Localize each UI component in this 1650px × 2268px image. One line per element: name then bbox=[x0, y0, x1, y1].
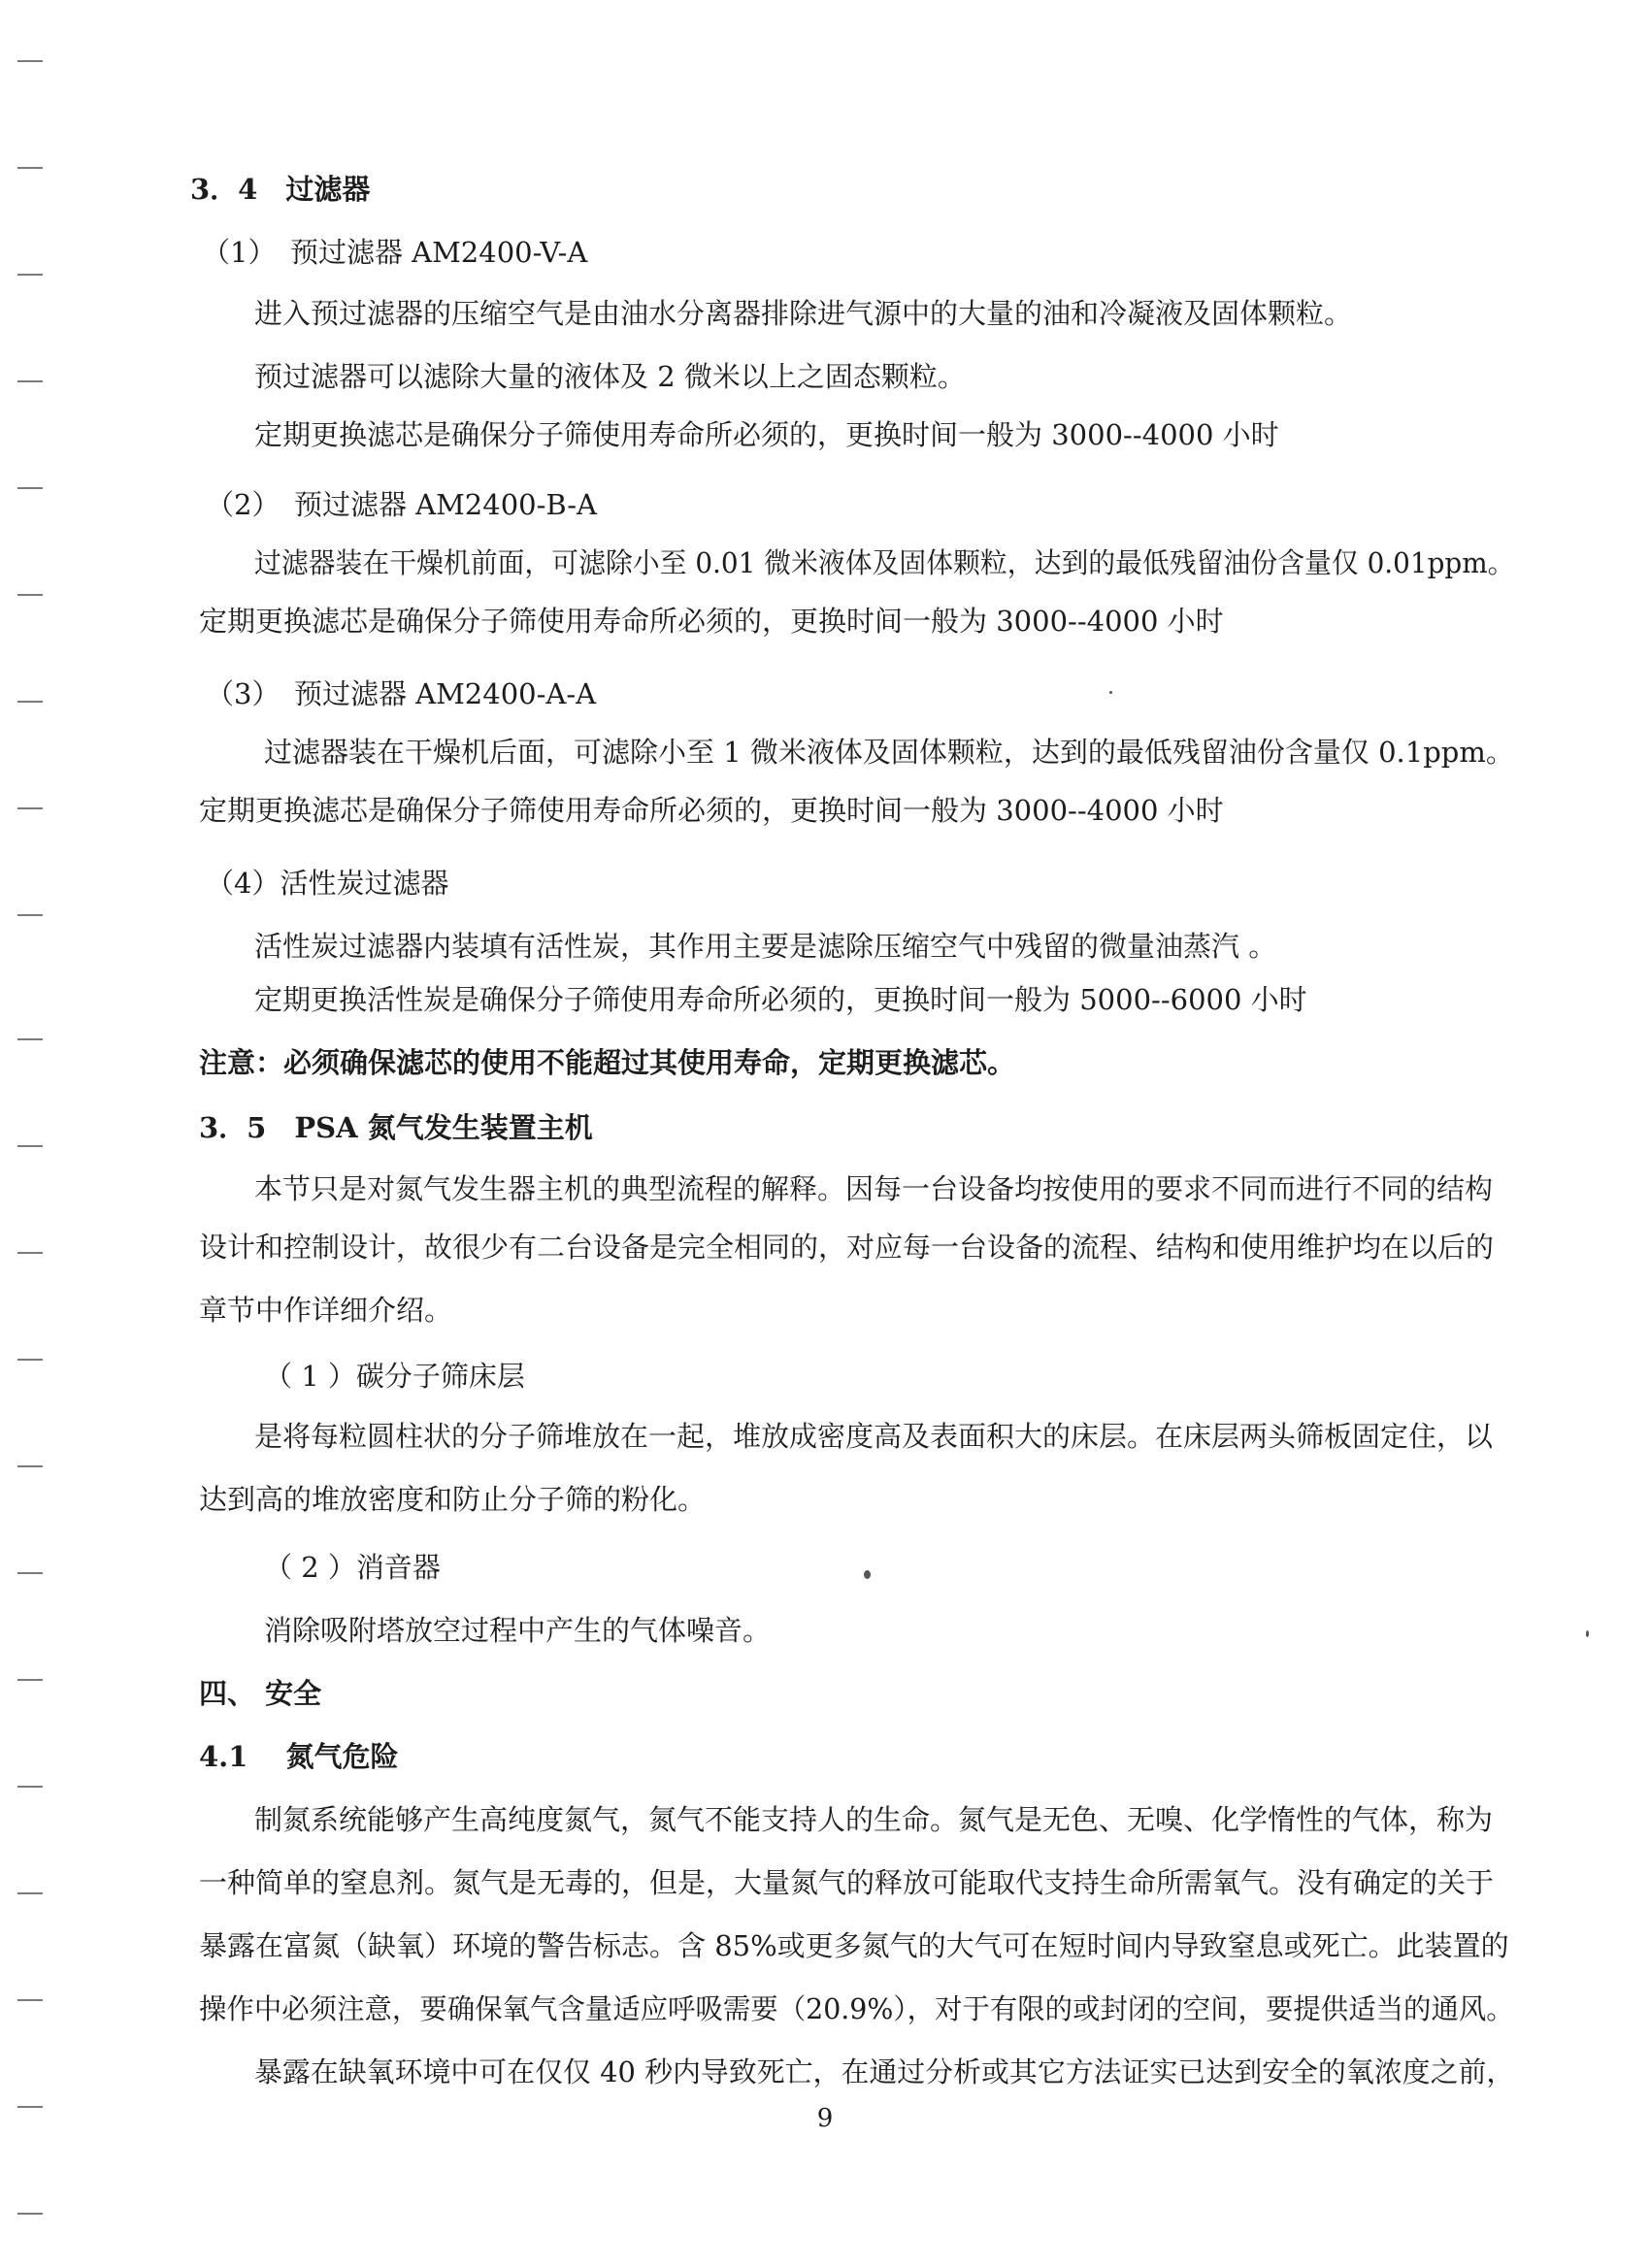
sub2-para1b: 定期更换滤芯是确保分子筛使用寿命所必须的，更换时间一般为 3000--4000 小时 bbox=[199, 605, 1224, 638]
section-3-5-title: 3．5 PSA 氮气发生装置主机 bbox=[199, 1111, 593, 1144]
sec35-intro-line1: 本节只是对氮气发生器主机的典型流程的解释。因每一台设备均按使用的要求不同而进行不同的结构 bbox=[254, 1172, 1494, 1205]
sec35-sub1-heading: （ 1 ）碳分子筛床层 bbox=[264, 1360, 525, 1393]
sec35-sub2-heading: （ 2 ）消音器 bbox=[264, 1551, 441, 1584]
scan-speck bbox=[1586, 1630, 1589, 1637]
sub1-para3: 定期更换滤芯是确保分子筛使用寿命所必须的，更换时间一般为 3000--4000 小时 bbox=[254, 418, 1279, 451]
sub3-heading: （3） 预过滤器 AM2400-A-A bbox=[206, 677, 597, 710]
sec41-line5: 暴露在缺氧环境中可在仅仅 40 秒内导致死亡，在通过分析或其它方法证实已达到安全的氧浓度之前， bbox=[254, 2055, 1515, 2088]
sub1-para2: 预过滤器可以滤除大量的液体及 2 微米以上之固态颗粒。 bbox=[254, 360, 966, 393]
sec35-intro-line2: 设计和控制设计，故很少有二台设备是完全相同的，对应每一台设备的流程、结构和使用维护均在以后的 bbox=[199, 1231, 1495, 1264]
scan-speck bbox=[864, 1570, 871, 1579]
sec41-line1: 制氮系统能够产生高纯度氮气，氮气不能支持人的生命。氮气是无色、无嗅、化学惰性的气体，称为 bbox=[254, 1803, 1494, 1836]
sec35-sub1-line2: 达到高的堆放密度和防止分子筛的粉化。 bbox=[199, 1483, 707, 1516]
sub1-para1: 进入预过滤器的压缩空气是由油水分离器排除进气源中的大量的油和冷凝液及固体颗粒。 bbox=[254, 297, 1353, 330]
sub3-para1b: 定期更换滤芯是确保分子筛使用寿命所必须的，更换时间一般为 3000--4000 小时 bbox=[199, 794, 1224, 827]
sub2-para1a: 过滤器装在干燥机前面，可滤除小至 0.01 微米液体及固体颗粒，达到的最低残留油份含量仅 0.01ppm。 bbox=[254, 546, 1515, 579]
section-4-1-heading: 4.1 氮气危险 bbox=[199, 1740, 399, 1773]
sub4-heading: （4）活性炭过滤器 bbox=[206, 867, 449, 900]
sec41-line4: 操作中必须注意，要确保氧气含量适应呼吸需要（20.9%），对于有限的或封闭的空间，要提供适当的通风。 bbox=[199, 1992, 1514, 2025]
sub1-heading: （1） 预过滤器 AM2400-V-A bbox=[202, 236, 588, 269]
filter-note: 注意：必须确保滤芯的使用不能超过其使用寿命，定期更换滤芯。 bbox=[199, 1046, 1016, 1079]
page-number: 9 bbox=[816, 2104, 834, 2133]
sub4-para2: 定期更换活性炭是确保分子筛使用寿命所必须的，更换时间一般为 5000--6000 小时 bbox=[254, 983, 1307, 1016]
sub4-para1: 活性炭过滤器内装填有活性炭，其作用主要是滤除压缩空气中残留的微量油蒸汽 。 bbox=[254, 930, 1277, 963]
sec41-line3: 暴露在富氮（缺氧）环境的警告标志。含 85%或更多氮气的大气可在短时间内导致窒息或死亡。此装置的 bbox=[199, 1929, 1509, 1962]
sec35-intro-line3: 章节中作详细介绍。 bbox=[199, 1294, 453, 1327]
sec35-sub2-line1: 消除吸附塔放空过程中产生的气体噪音。 bbox=[264, 1614, 772, 1647]
section-3-4-title: 3．4 过滤器 bbox=[190, 173, 371, 206]
scan-speck bbox=[1109, 691, 1112, 694]
sec41-line2: 一种简单的窒息剂。氮气是无毒的，但是，大量氮气的释放可能取代支持生命所需氧气。没有确定的关于 bbox=[199, 1866, 1495, 1899]
sub2-heading: （2） 预过滤器 AM2400-B-A bbox=[206, 488, 597, 521]
sec35-sub1-line1: 是将每粒圆柱状的分子筛堆放在一起，堆放成密度高及表面积大的床层。在床层两头筛板固定住，以 bbox=[254, 1420, 1494, 1453]
sub3-para1a: 过滤器装在干燥机后面，可滤除小至 1 微米液体及固体颗粒，达到的最低残留油份含量仅 0.1ppm。 bbox=[264, 736, 1514, 769]
section-4-title: 四、 安全 bbox=[199, 1677, 322, 1710]
